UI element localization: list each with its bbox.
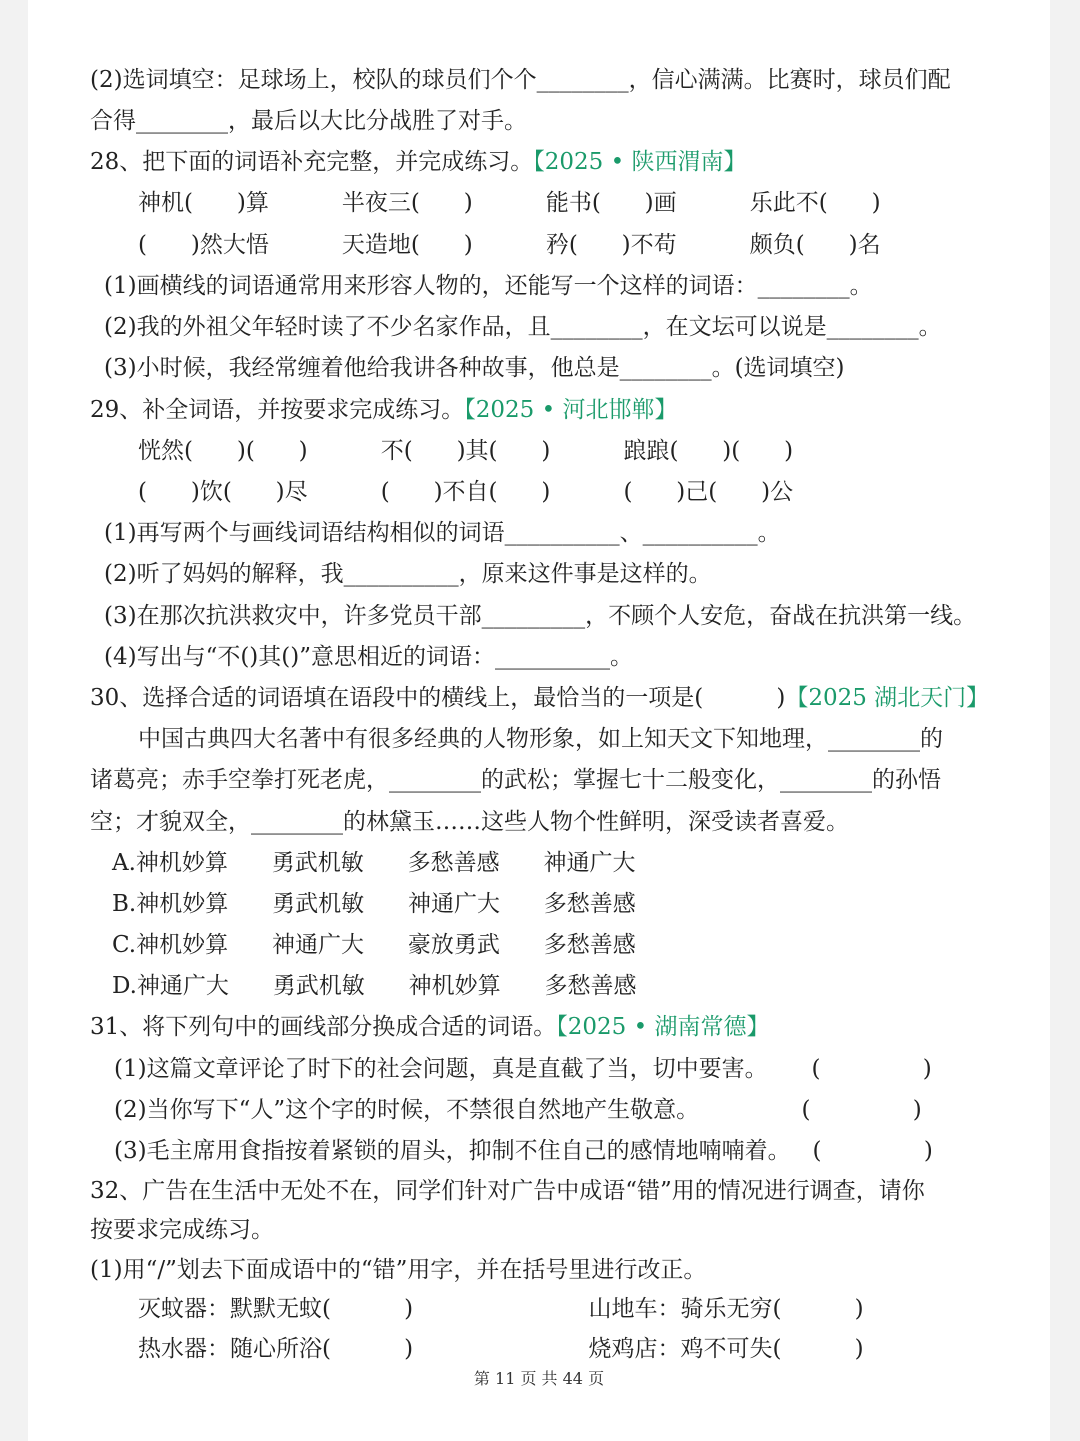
page-footer: 第 11 页 共 44 页 bbox=[473, 1369, 605, 1388]
line-q32-ads1: 灭蚊器：默默无蚊( ) 山地车：骑乐无穷( ) bbox=[138, 1296, 864, 1322]
line-q30-p1: 中国古典四大名著中有很多经典的人物形象，如上知天文下知地理，________的 bbox=[138, 726, 943, 752]
option-b: B.神机妙算 勇武机敏 神通广大 多愁善感 bbox=[112, 891, 636, 917]
line-q27-2b: 合得________，最后以大比分战胜了对手。 bbox=[90, 108, 527, 134]
line-q30-p3: 空；才貌双全，________的林黛玉……这些人物个性鲜明，深受读者喜爱。 bbox=[90, 809, 849, 835]
option-d: D.神通广大 勇武机敏 神机妙算 多愁善感 bbox=[112, 973, 637, 999]
line-q30-title: 30、选择合适的词语填在语段中的横线上，最恰当的一项是( )【2025 湖北天门】 bbox=[90, 685, 990, 711]
source-tag: 【2025 湖北天门】 bbox=[785, 685, 990, 711]
line-q28-3: (3)小时候，我经常缠着他给我讲各种故事，他总是________。(选词填空) bbox=[104, 355, 845, 381]
line-q28-words2: ( )然大悟 天造地( ) 矜( )不苟 颇负( )名 bbox=[138, 232, 881, 258]
line-q31-3: (3)毛主席用食指按着紧锁的眉头，抑制不住自己的感情地喃喃着。 ( ) bbox=[114, 1138, 933, 1164]
line-q29-title: 29、补全词语，并按要求完成练习。【2025 • 河北邯郸】 bbox=[90, 397, 678, 423]
line-q31-title: 31、将下列句中的画线部分换成合适的词语。【2025 • 湖南常德】 bbox=[90, 1014, 770, 1040]
line-q30-p2: 诸葛亮；赤手空拳打死老虎，________的武松；掌握七十二般变化，________的孙悟 bbox=[90, 767, 941, 793]
source-tag: 【2025 • 陕西渭南】 bbox=[533, 149, 747, 175]
line-q31-2: (2)当你写下“人”这个字的时候，不禁很自然地产生敬意。 ( ) bbox=[114, 1097, 922, 1123]
line-q32-1: (1)用“/”划去下面成语中的“错”用字，并在括号里进行改正。 bbox=[90, 1257, 707, 1283]
line-q28-1: (1)画横线的词语通常用来形容人物的，还能写一个这样的词语：________。 bbox=[104, 273, 873, 299]
line-q29-words2: ( )饮( )尽 ( )不自( ) ( )己( )公 bbox=[138, 479, 794, 505]
line-q29-4: (4)写出与“不()其()”意思相近的词语：__________。 bbox=[104, 644, 633, 670]
source-tag: 【2025 • 河北邯郸】 bbox=[464, 397, 678, 423]
line-q32-ads2: 热水器：随心所浴( ) 烧鸡店：鸡不可失( ) bbox=[138, 1336, 864, 1362]
option-c: C.神机妙算 神通广大 豪放勇武 多愁善感 bbox=[112, 932, 636, 958]
line-q28-2: (2)我的外祖父年轻时读了不少名家作品，且________，在文坛可以说是________。 bbox=[104, 314, 942, 340]
line-q29-2: (2)听了妈妈的解释，我__________，原来这件事是这样的。 bbox=[104, 561, 712, 587]
line-q29-1: (1)再写两个与画线词语结构相似的词语__________、__________。 bbox=[104, 520, 781, 546]
line-q28-words1: 神机( )算 半夜三( ) 能书( )画 乐此不( ) bbox=[138, 190, 881, 216]
line-q32-title-a: 32、广告在生活中无处不在，同学们针对广告中成语“错”用的情况进行调查，请你 bbox=[90, 1178, 925, 1204]
line-q27-2a: (2)选词填空：足球场上，校队的球员们个个________，信心满满。比赛时，球员们配 bbox=[90, 67, 951, 93]
line-q29-3: (3)在那次抗洪救灾中，许多党员干部_________，不顾个人安危，奋战在抗洪第一线。 bbox=[104, 603, 977, 629]
line-q32-title-b: 按要求完成练习。 bbox=[90, 1217, 274, 1243]
document-page bbox=[28, 0, 1050, 1441]
line-q29-words1: 恍然( )( ) 不( )其( ) 踉踉( )( ) bbox=[138, 438, 794, 464]
source-tag: 【2025 • 湖南常德】 bbox=[556, 1014, 770, 1040]
option-a: A.神机妙算 勇武机敏 多愁善感 神通广大 bbox=[112, 850, 636, 876]
line-q28-title: 28、把下面的词语补充完整，并完成练习。【2025 • 陕西渭南】 bbox=[90, 149, 747, 175]
line-q31-1: (1)这篇文章评论了时下的社会问题，真是直截了当，切中要害。 ( ) bbox=[114, 1056, 932, 1082]
